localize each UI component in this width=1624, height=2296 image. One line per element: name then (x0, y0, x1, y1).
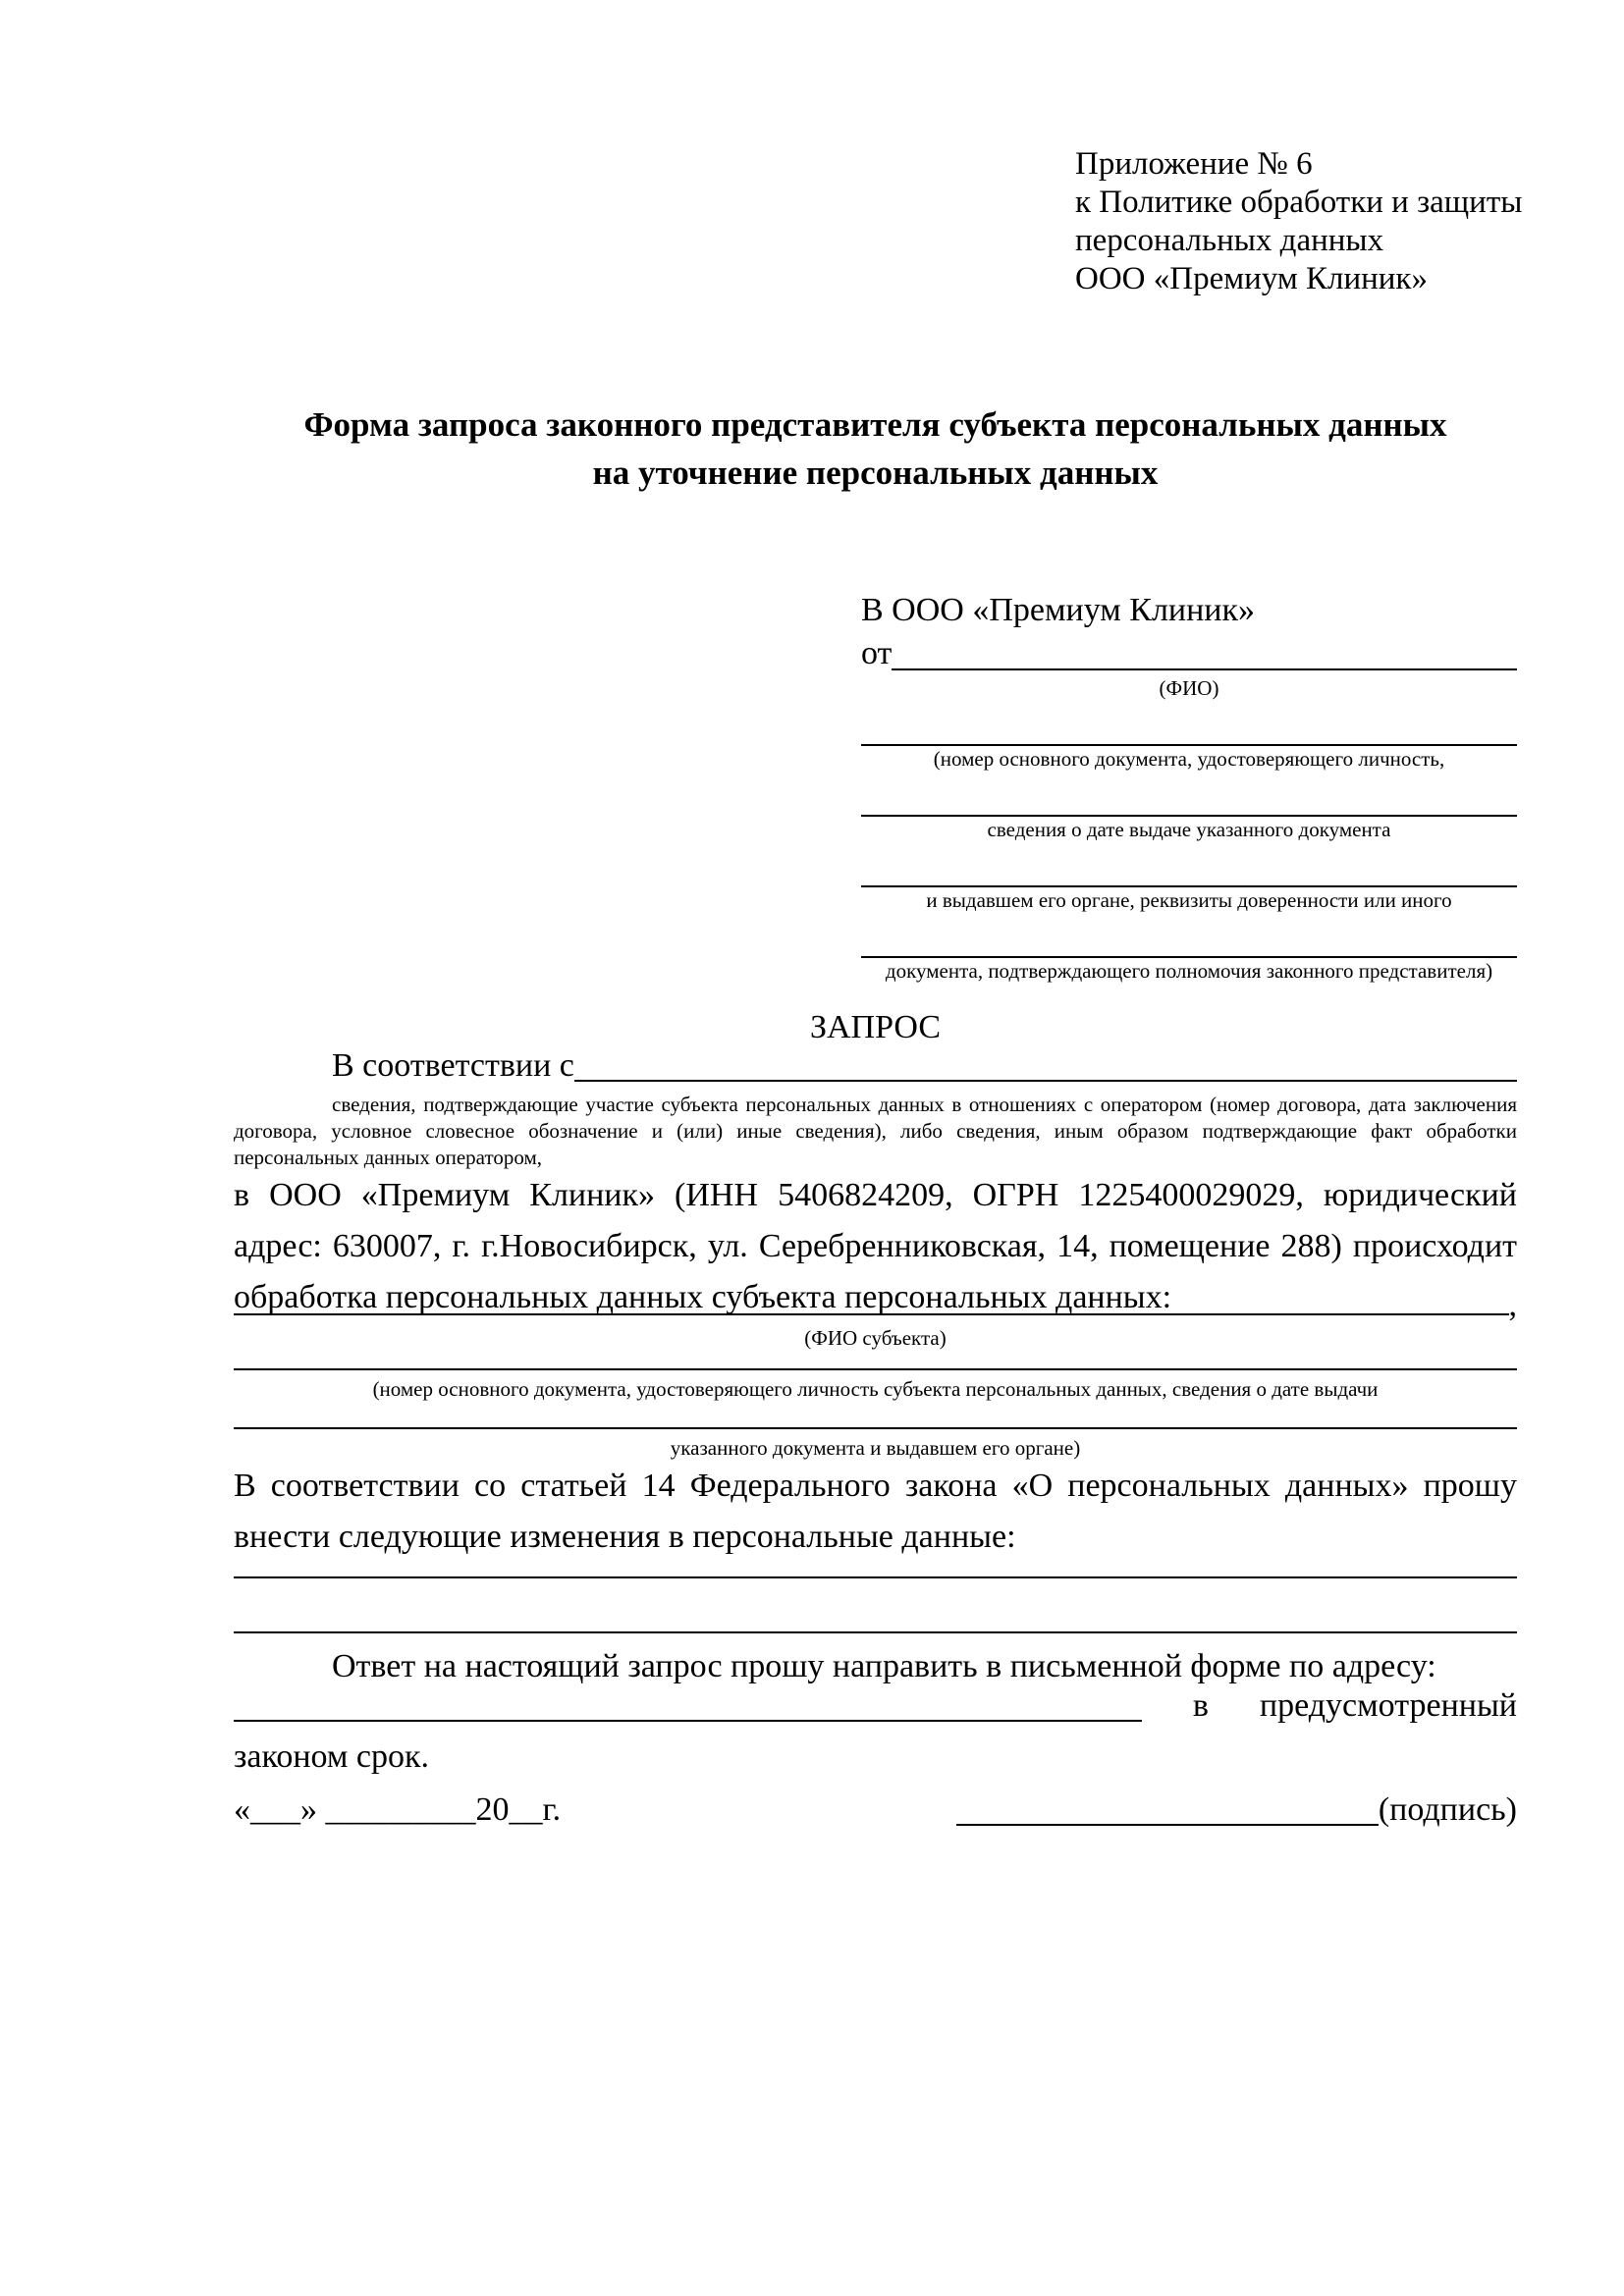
addressee-block (861, 589, 1517, 984)
signature-group (956, 1789, 1517, 1832)
subject-blank-line (234, 1313, 1509, 1315)
article-paragraph: В соответствии со статьей 14 Федерального закона «О персональных данных» прошу внести следующие изменения в персональные данные: (234, 1468, 1517, 1555)
spacer (861, 913, 1517, 956)
subject-doc-caption: (номер основного документа, удостоверяющего личность субъекта персональных данных, сведения о дате выдачи (372, 1377, 1379, 1401)
appendix-line: ООО «Премиум Клиник» (1075, 261, 1428, 296)
answer-word: предусмотренный (1259, 1687, 1517, 1724)
form-title-line2: на уточнение персональных данных (592, 454, 1159, 492)
form-title-line1: Форма запроса законного представителя субъекта персональных данных (303, 405, 1447, 444)
date-field: «___» _________20__г. (234, 1791, 562, 1828)
changes-blank-line (234, 1629, 1517, 1633)
answer-address-row (234, 1684, 1517, 1728)
appendix-line: Приложение № 6 (1075, 146, 1313, 182)
field-caption: сведения о дате выдаче указанного документа (987, 818, 1391, 841)
accordance-row (234, 1046, 1517, 1086)
fio-caption: (ФИО) (1159, 676, 1219, 700)
field-caption: и выдавшем его органе, реквизиты доверенности или иного (926, 888, 1452, 912)
changes-blank-line (234, 1575, 1517, 1578)
answer-paragraph: Ответ на настоящий запрос прошу направить в письменной форме по адресу: (332, 1648, 1436, 1684)
accordance-note: сведения, подтверждающие участие субъекта персональных данных в отношениях с оператором (номер договора, дата заключения договора, условное словесное обозначение и (или) иные сведения), либо сведения, иным образом подтверждающие факт обработки персональных данных оператором, (234, 1093, 1517, 1169)
accordance-text: В соответствии с (332, 1047, 574, 1084)
field-caption: документа, подтверждающего полномочия законного представителя) (885, 959, 1493, 983)
answer-tail: законом срок. (234, 1738, 429, 1775)
addressee-from-label: от (861, 635, 893, 671)
date-signature-row (234, 1789, 1517, 1832)
signature-line (956, 1824, 1379, 1826)
answer-in-word: в (1192, 1687, 1209, 1724)
subject-fio-row (234, 1287, 1517, 1323)
address-blank-line (234, 1720, 1142, 1722)
signature-caption: (подпись) (1378, 1791, 1517, 1828)
spacer (861, 772, 1517, 815)
field-caption: (номер основного документа, удостоверяющего личность, (933, 747, 1445, 771)
request-heading: ЗАПРОС (809, 1009, 942, 1045)
spacer (861, 701, 1517, 744)
spacer (861, 842, 1517, 885)
blank-line (234, 1425, 1517, 1429)
fio-blank-line (892, 668, 1517, 670)
blank-line (234, 1366, 1517, 1370)
accordance-blank-line (574, 1080, 1517, 1082)
appendix-line: к Политике обработки и защиты (1075, 185, 1523, 220)
form-title (234, 400, 1517, 497)
operator-paragraph: в ООО «Премиум Клиник» (ИНН 5406824209, ОГРН 1225400029029, юридический адрес: 630007, г. г.Новосибирск, ул. Серебренниковская, 14, помещение 288) происходит обработка персональных данных субъекта персональных данных: (234, 1177, 1517, 1315)
addressee-to: В ООО «Премиум Клиник» (861, 592, 1256, 628)
subject-comma: , (1508, 1287, 1517, 1323)
appendix-line: персональных данных (1075, 223, 1384, 258)
appendix-block (1075, 145, 1537, 298)
subject-fio-caption: (ФИО субъекта) (804, 1326, 947, 1350)
addressee-from-row (861, 632, 1517, 675)
subject-doc-caption: указанного документа и выдавшем его органе) (670, 1436, 1081, 1460)
